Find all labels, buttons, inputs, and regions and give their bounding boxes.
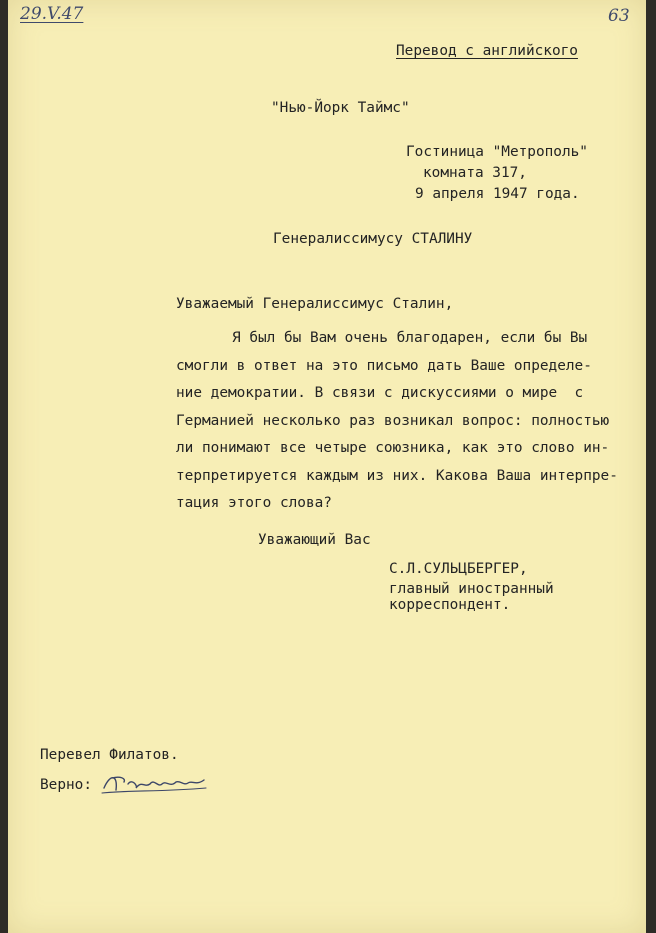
recipient: Генералиссимусу СТАЛИНУ [273, 231, 473, 247]
signature-title-1: главный иностранный [389, 581, 554, 597]
body-line: смогли в ответ на это письмо дать Ваше определе- [176, 358, 592, 374]
verified-signature [100, 766, 210, 800]
address-line-3: 9 апреля 1947 года. [415, 186, 580, 202]
body-line: ние демократии. В связи с дискуссиями о мире с [176, 385, 584, 401]
body-line: тация этого слова? [176, 495, 332, 511]
body-line: Я был бы Вам очень благодарен, если бы Вы [232, 330, 588, 346]
archive-date: 29.V.47 [20, 4, 84, 24]
document-page [8, 0, 646, 933]
salutation: Уважаемый Генералиссимус Сталин, [176, 296, 454, 312]
closing: Уважающий Вас [258, 532, 371, 548]
address-line-2: комната 317, [423, 165, 527, 181]
translation-note: Перевод с английского [396, 43, 578, 59]
page-number: 63 [608, 6, 630, 26]
signature-name: С.Л.СУЛЬЦБЕРГЕР, [389, 561, 528, 577]
address-line-1: Гостиница "Метрополь" [406, 144, 588, 160]
newspaper-name: "Нью-Йорк Таймс" [271, 100, 410, 116]
body-line: Германией несколько раз возникал вопрос: полностью [176, 413, 610, 429]
body-line: терпретируется каждым из них. Какова Ваша интерпре- [176, 468, 618, 484]
verified-label: Верно: [40, 777, 92, 793]
translator-note: Перевел Филатов. [40, 747, 179, 763]
signature-title-2: корреспондент. [389, 597, 511, 613]
body-line: ли понимают все четыре союзника, как это слово ин- [176, 440, 610, 456]
